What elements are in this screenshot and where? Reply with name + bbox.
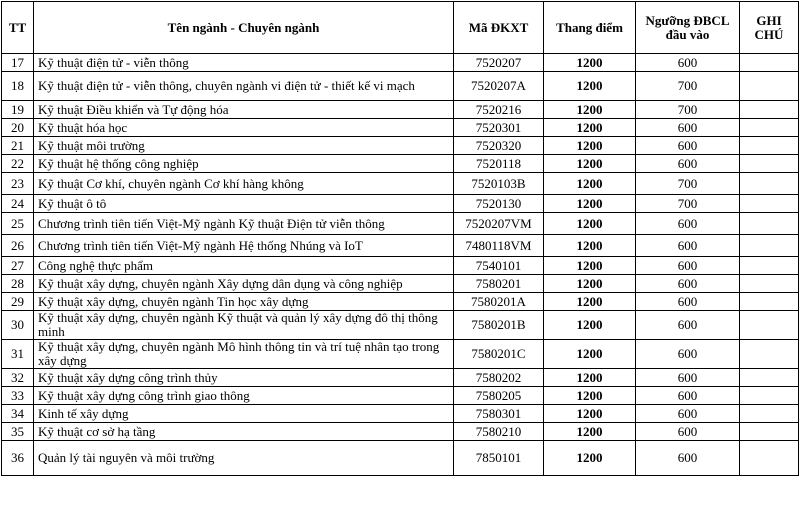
- cell-note: [740, 405, 799, 423]
- cell-note: [740, 173, 799, 195]
- cell-note: [740, 101, 799, 119]
- cell-threshold: 600: [636, 54, 740, 72]
- cell-scale: 1200: [544, 293, 636, 311]
- header-tt: TT: [2, 2, 34, 54]
- cell-code: 7520320: [454, 137, 544, 155]
- cell-tt: 36: [2, 441, 34, 476]
- cell-threshold: 600: [636, 275, 740, 293]
- cell-code: 7580201A: [454, 293, 544, 311]
- cell-name: Kỹ thuật hệ thống công nghiệp: [34, 155, 454, 173]
- cell-code: 7580301: [454, 405, 544, 423]
- cell-scale: 1200: [544, 119, 636, 137]
- table-row: [2, 101, 799, 119]
- cell-note: [740, 213, 799, 235]
- cell-code: 7580201: [454, 275, 544, 293]
- cell-threshold: 600: [636, 235, 740, 257]
- cell-tt: 25: [2, 213, 34, 235]
- cell-code: 7520207: [454, 54, 544, 72]
- table-row: [2, 54, 799, 72]
- header-note: GHI CHÚ: [740, 2, 799, 54]
- cell-scale: 1200: [544, 275, 636, 293]
- cell-name: Kỹ thuật điện tử - viễn thông: [34, 54, 454, 72]
- cell-note: [740, 54, 799, 72]
- cell-scale: 1200: [544, 173, 636, 195]
- cell-tt: 26: [2, 235, 34, 257]
- header-code: Mã ĐKXT: [454, 2, 544, 54]
- table-row: [2, 369, 799, 387]
- table-row: [2, 195, 799, 213]
- cell-name: Quản lý tài nguyên và môi trường: [34, 441, 454, 476]
- cell-code: 7520207VM: [454, 213, 544, 235]
- cell-code: 7540101: [454, 257, 544, 275]
- cell-note: [740, 72, 799, 101]
- cell-name: Kỹ thuật cơ sở hạ tầng: [34, 423, 454, 441]
- cell-scale: 1200: [544, 213, 636, 235]
- cell-threshold: 600: [636, 340, 740, 369]
- table-row: [2, 441, 799, 476]
- cell-threshold: 700: [636, 101, 740, 119]
- cell-name: Kỹ thuật xây dựng, chuyên ngành Xây dựng dân dụng và công nghiệp: [34, 275, 454, 293]
- cell-threshold: 600: [636, 119, 740, 137]
- cell-scale: 1200: [544, 311, 636, 340]
- cell-code: 7580201C: [454, 340, 544, 369]
- cell-code: 7580201B: [454, 311, 544, 340]
- admission-table: [1, 1, 799, 476]
- cell-tt: 27: [2, 257, 34, 275]
- table-row: [2, 173, 799, 195]
- cell-threshold: 600: [636, 441, 740, 476]
- cell-tt: 29: [2, 293, 34, 311]
- cell-note: [740, 387, 799, 405]
- cell-name: Kỹ thuật môi trường: [34, 137, 454, 155]
- cell-scale: 1200: [544, 54, 636, 72]
- cell-scale: 1200: [544, 101, 636, 119]
- header-name: Tên ngành - Chuyên ngành: [34, 2, 454, 54]
- cell-threshold: 600: [636, 387, 740, 405]
- cell-name: Chương trình tiên tiến Việt-Mỹ ngành Kỹ thuật Điện tử viễn thông: [34, 213, 454, 235]
- cell-note: [740, 293, 799, 311]
- cell-note: [740, 275, 799, 293]
- cell-name: Công nghệ thực phẩm: [34, 257, 454, 275]
- cell-name: Kỹ thuật ô tô: [34, 195, 454, 213]
- table-row: [2, 235, 799, 257]
- cell-scale: 1200: [544, 441, 636, 476]
- cell-tt: 19: [2, 101, 34, 119]
- cell-tt: 34: [2, 405, 34, 423]
- cell-code: 7520207A: [454, 72, 544, 101]
- cell-scale: 1200: [544, 155, 636, 173]
- table-row: [2, 119, 799, 137]
- cell-tt: 17: [2, 54, 34, 72]
- cell-name: Chương trình tiên tiến Việt-Mỹ ngành Hệ thống Nhúng và IoT: [34, 235, 454, 257]
- cell-name: Kỹ thuật Cơ khí, chuyên ngành Cơ khí hàng không: [34, 173, 454, 195]
- table-row: [2, 137, 799, 155]
- cell-threshold: 600: [636, 369, 740, 387]
- cell-scale: 1200: [544, 72, 636, 101]
- cell-tt: 18: [2, 72, 34, 101]
- cell-scale: 1200: [544, 387, 636, 405]
- cell-threshold: 600: [636, 423, 740, 441]
- cell-name: Kỹ thuật xây dựng, chuyên ngành Mô hình thông tin và trí tuệ nhân tạo trong xây dựng: [34, 340, 454, 369]
- cell-scale: 1200: [544, 405, 636, 423]
- table-row: [2, 340, 799, 369]
- cell-threshold: 600: [636, 293, 740, 311]
- table-row: [2, 257, 799, 275]
- cell-threshold: 600: [636, 137, 740, 155]
- cell-code: 7520118: [454, 155, 544, 173]
- header-row: [2, 2, 799, 54]
- table-row: [2, 405, 799, 423]
- cell-note: [740, 155, 799, 173]
- cell-threshold: 600: [636, 213, 740, 235]
- cell-name: Kỹ thuật Điều khiển và Tự động hóa: [34, 101, 454, 119]
- table-row: [2, 72, 799, 101]
- cell-tt: 30: [2, 311, 34, 340]
- cell-name: Kinh tế xây dựng: [34, 405, 454, 423]
- cell-threshold: 600: [636, 257, 740, 275]
- cell-note: [740, 340, 799, 369]
- cell-name: Kỹ thuật xây dựng, chuyên ngành Kỹ thuật và quản lý xây dựng đô thị thông minh: [34, 311, 454, 340]
- cell-tt: 20: [2, 119, 34, 137]
- cell-tt: 22: [2, 155, 34, 173]
- cell-scale: 1200: [544, 195, 636, 213]
- cell-note: [740, 257, 799, 275]
- cell-scale: 1200: [544, 257, 636, 275]
- cell-name: Kỹ thuật điện tử - viễn thông, chuyên ngành vi điện tử - thiết kế vi mạch: [34, 72, 454, 101]
- cell-note: [740, 369, 799, 387]
- cell-scale: 1200: [544, 137, 636, 155]
- cell-name: Kỹ thuật xây dựng, chuyên ngành Tin học xây dựng: [34, 293, 454, 311]
- cell-threshold: 700: [636, 173, 740, 195]
- cell-tt: 33: [2, 387, 34, 405]
- cell-threshold: 600: [636, 405, 740, 423]
- cell-tt: 23: [2, 173, 34, 195]
- cell-scale: 1200: [544, 369, 636, 387]
- table-row: [2, 155, 799, 173]
- table-row: [2, 213, 799, 235]
- cell-code: 7520130: [454, 195, 544, 213]
- cell-tt: 35: [2, 423, 34, 441]
- table-row: [2, 423, 799, 441]
- header-threshold: Ngưỡng ĐBCL đầu vào: [636, 2, 740, 54]
- cell-note: [740, 441, 799, 476]
- cell-threshold: 600: [636, 311, 740, 340]
- cell-code: 7580205: [454, 387, 544, 405]
- table-row: [2, 311, 799, 340]
- cell-code: 7520301: [454, 119, 544, 137]
- cell-note: [740, 235, 799, 257]
- cell-scale: 1200: [544, 340, 636, 369]
- cell-scale: 1200: [544, 235, 636, 257]
- cell-threshold: 700: [636, 72, 740, 101]
- cell-threshold: 700: [636, 195, 740, 213]
- cell-tt: 21: [2, 137, 34, 155]
- cell-code: 7520216: [454, 101, 544, 119]
- cell-code: 7520103B: [454, 173, 544, 195]
- cell-code: 7850101: [454, 441, 544, 476]
- cell-tt: 28: [2, 275, 34, 293]
- table-row: [2, 293, 799, 311]
- cell-scale: 1200: [544, 423, 636, 441]
- cell-code: 7480118VM: [454, 235, 544, 257]
- cell-name: Kỹ thuật xây dựng công trình giao thông: [34, 387, 454, 405]
- table-row: [2, 387, 799, 405]
- cell-threshold: 600: [636, 155, 740, 173]
- cell-code: 7580210: [454, 423, 544, 441]
- cell-name: Kỹ thuật hóa học: [34, 119, 454, 137]
- cell-code: 7580202: [454, 369, 544, 387]
- cell-note: [740, 423, 799, 441]
- cell-tt: 31: [2, 340, 34, 369]
- cell-note: [740, 311, 799, 340]
- cell-tt: 24: [2, 195, 34, 213]
- cell-note: [740, 137, 799, 155]
- table-row: [2, 275, 799, 293]
- cell-tt: 32: [2, 369, 34, 387]
- cell-note: [740, 195, 799, 213]
- cell-note: [740, 119, 799, 137]
- header-scale: Thang điểm: [544, 2, 636, 54]
- cell-name: Kỹ thuật xây dựng công trình thủy: [34, 369, 454, 387]
